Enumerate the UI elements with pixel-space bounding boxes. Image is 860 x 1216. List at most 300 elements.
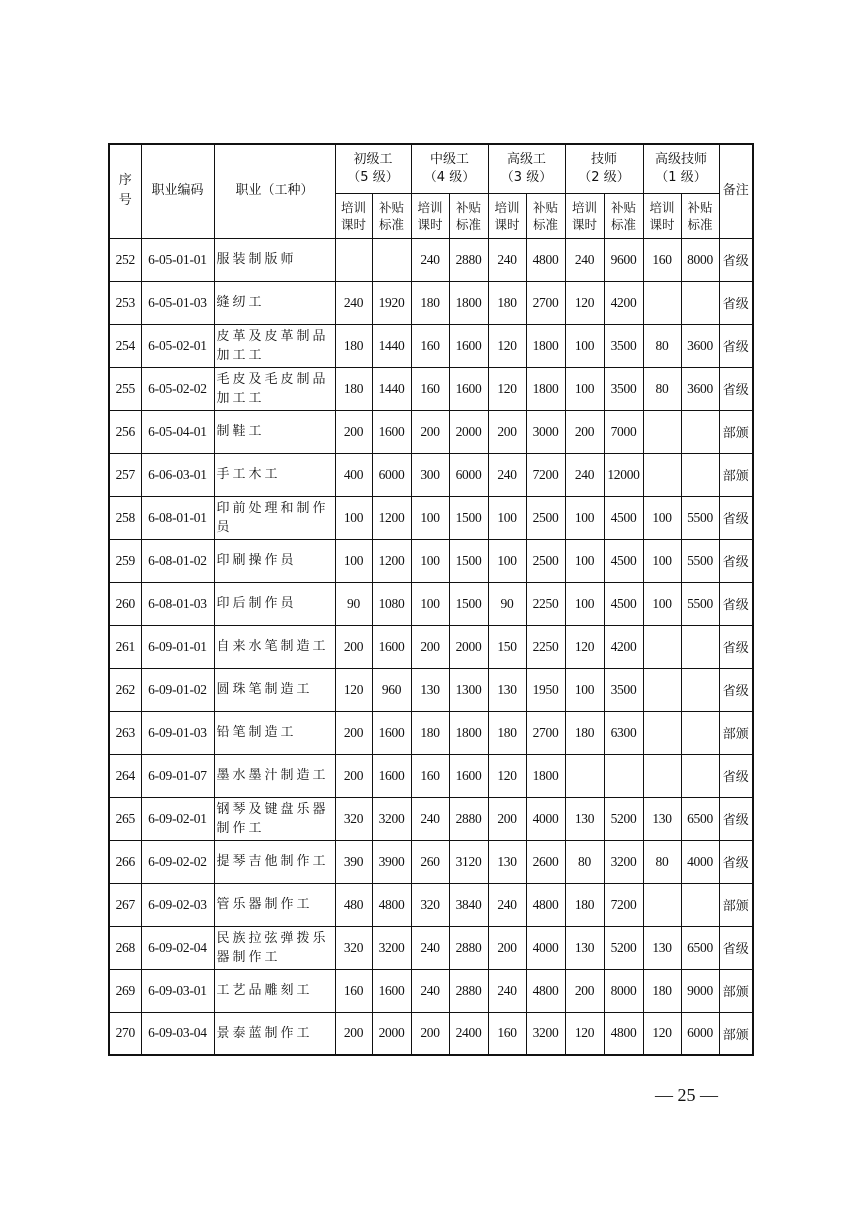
- cell-training-hours: 180: [335, 324, 372, 367]
- header-training-hours: [335, 193, 372, 238]
- cell-subsidy: 2880: [449, 926, 488, 969]
- cell-subsidy: 1440: [372, 324, 411, 367]
- cell-subsidy: 2700: [526, 281, 565, 324]
- cell-training-hours: 200: [488, 797, 526, 840]
- cell-subsidy: 2000: [449, 625, 488, 668]
- cell-subsidy: [681, 711, 719, 754]
- cell-subsidy: 7200: [526, 453, 565, 496]
- cell-training-hours: 240: [411, 969, 449, 1012]
- cell-training-hours: 120: [565, 1012, 604, 1055]
- cell-training-hours: 100: [411, 539, 449, 582]
- cell-subsidy: [681, 453, 719, 496]
- cell-occupation: 服装制版师: [214, 238, 335, 281]
- cell-subsidy: 6000: [449, 453, 488, 496]
- level-grade: （3 级）: [500, 169, 553, 185]
- cell-code: 6-05-04-01: [141, 410, 214, 453]
- cell-subsidy: 1440: [372, 367, 411, 410]
- cell-subsidy: 9000: [681, 969, 719, 1012]
- header-sub-label: 培训课时: [649, 199, 675, 232]
- cell-training-hours: 160: [411, 754, 449, 797]
- cell-subsidy: 1200: [372, 539, 411, 582]
- cell-seq: 268: [109, 926, 141, 969]
- cell-subsidy: [681, 625, 719, 668]
- cell-subsidy: 3600: [681, 324, 719, 367]
- table-row: [109, 539, 753, 582]
- cell-occupation: 毛皮及毛皮制品加工工: [214, 367, 335, 410]
- cell-seq: 255: [109, 367, 141, 410]
- cell-training-hours: 180: [488, 711, 526, 754]
- cell-subsidy: 2600: [526, 840, 565, 883]
- cell-subsidy: 6300: [604, 711, 643, 754]
- cell-note: 部颁: [719, 410, 753, 453]
- cell-occupation: 民族拉弦弹拨乐器制作工: [214, 926, 335, 969]
- cell-training-hours: 240: [335, 281, 372, 324]
- cell-code: 6-09-02-01: [141, 797, 214, 840]
- header-sub-label: 补贴标准: [532, 199, 558, 232]
- cell-training-hours: [643, 883, 681, 926]
- cell-training-hours: 240: [411, 797, 449, 840]
- table-row: [109, 840, 753, 883]
- cell-code: 6-05-01-01: [141, 238, 214, 281]
- cell-subsidy: 1500: [449, 496, 488, 539]
- cell-training-hours: 200: [488, 926, 526, 969]
- cell-subsidy: 8000: [681, 238, 719, 281]
- cell-seq: 258: [109, 496, 141, 539]
- cell-training-hours: 180: [488, 281, 526, 324]
- cell-subsidy: 1600: [372, 625, 411, 668]
- cell-subsidy: 3500: [604, 367, 643, 410]
- cell-code: 6-08-01-02: [141, 539, 214, 582]
- cell-training-hours: 80: [643, 367, 681, 410]
- header-subsidy-standard: [372, 193, 411, 238]
- cell-code: 6-09-03-04: [141, 1012, 214, 1055]
- cell-training-hours: 130: [565, 797, 604, 840]
- cell-note: 省级: [719, 539, 753, 582]
- table-row: [109, 1012, 753, 1055]
- cell-training-hours: 240: [411, 238, 449, 281]
- header-subsidy-standard: [604, 193, 643, 238]
- cell-subsidy: 2500: [526, 496, 565, 539]
- header-level: [411, 144, 488, 193]
- cell-training-hours: 130: [643, 797, 681, 840]
- table-row: [109, 582, 753, 625]
- cell-training-hours: 200: [565, 410, 604, 453]
- cell-subsidy: [681, 410, 719, 453]
- cell-note: 部颁: [719, 453, 753, 496]
- header-sub-label: 补贴标准: [378, 199, 404, 232]
- cell-subsidy: 2250: [526, 582, 565, 625]
- cell-occupation: 墨水墨汁制造工: [214, 754, 335, 797]
- cell-training-hours: 390: [335, 840, 372, 883]
- cell-subsidy: 6000: [372, 453, 411, 496]
- cell-code: 6-09-01-03: [141, 711, 214, 754]
- cell-training-hours: 100: [488, 539, 526, 582]
- cell-training-hours: 200: [488, 410, 526, 453]
- cell-subsidy: 2500: [526, 539, 565, 582]
- cell-training-hours: 180: [565, 711, 604, 754]
- cell-training-hours: 200: [411, 625, 449, 668]
- cell-training-hours: 90: [335, 582, 372, 625]
- cell-training-hours: [565, 754, 604, 797]
- cell-training-hours: 240: [411, 926, 449, 969]
- table-row: [109, 453, 753, 496]
- cell-code: 6-09-01-02: [141, 668, 214, 711]
- cell-training-hours: 100: [411, 496, 449, 539]
- cell-note: 省级: [719, 668, 753, 711]
- cell-training-hours: 240: [488, 883, 526, 926]
- cell-subsidy: 4800: [526, 969, 565, 1012]
- cell-subsidy: [681, 754, 719, 797]
- cell-subsidy: 1600: [372, 754, 411, 797]
- cell-subsidy: 2700: [526, 711, 565, 754]
- cell-training-hours: 130: [488, 668, 526, 711]
- cell-training-hours: 320: [335, 926, 372, 969]
- cell-subsidy: 1800: [449, 711, 488, 754]
- cell-training-hours: 200: [335, 711, 372, 754]
- cell-subsidy: 6500: [681, 926, 719, 969]
- header-training-hours: [488, 193, 526, 238]
- cell-training-hours: 120: [565, 625, 604, 668]
- cell-subsidy: 12000: [604, 453, 643, 496]
- cell-training-hours: [643, 410, 681, 453]
- cell-subsidy: 3200: [372, 926, 411, 969]
- table-row: [109, 969, 753, 1012]
- cell-occupation: 铅笔制造工: [214, 711, 335, 754]
- table-row: [109, 668, 753, 711]
- table-row: [109, 797, 753, 840]
- cell-note: 省级: [719, 625, 753, 668]
- table-row: [109, 281, 753, 324]
- cell-training-hours: 100: [565, 668, 604, 711]
- cell-occupation: 管乐器制作工: [214, 883, 335, 926]
- cell-note: 省级: [719, 281, 753, 324]
- cell-note: 省级: [719, 797, 753, 840]
- cell-subsidy: 1600: [449, 754, 488, 797]
- cell-subsidy: 1500: [449, 582, 488, 625]
- cell-training-hours: 160: [411, 367, 449, 410]
- cell-subsidy: 5500: [681, 496, 719, 539]
- cell-training-hours: 200: [335, 754, 372, 797]
- cell-subsidy: 4500: [604, 496, 643, 539]
- cell-subsidy: 1800: [526, 367, 565, 410]
- cell-occupation: 制鞋工: [214, 410, 335, 453]
- cell-note: 省级: [719, 926, 753, 969]
- cell-training-hours: 320: [335, 797, 372, 840]
- cell-subsidy: 2000: [372, 1012, 411, 1055]
- cell-subsidy: 2880: [449, 969, 488, 1012]
- header-seq-label: 序号: [118, 173, 132, 209]
- cell-seq: 264: [109, 754, 141, 797]
- table-body: [109, 238, 753, 1055]
- cell-occupation: 钢琴及键盘乐器制作工: [214, 797, 335, 840]
- cell-seq: 263: [109, 711, 141, 754]
- cell-subsidy: 3500: [604, 668, 643, 711]
- cell-subsidy: 2250: [526, 625, 565, 668]
- cell-note: 省级: [719, 496, 753, 539]
- cell-training-hours: 150: [488, 625, 526, 668]
- cell-code: 6-09-01-07: [141, 754, 214, 797]
- cell-occupation: 圆珠笔制造工: [214, 668, 335, 711]
- cell-seq: 267: [109, 883, 141, 926]
- cell-subsidy: 9600: [604, 238, 643, 281]
- cell-occupation: 印前处理和制作员: [214, 496, 335, 539]
- cell-training-hours: [643, 711, 681, 754]
- table-row: [109, 410, 753, 453]
- cell-subsidy: 3200: [604, 840, 643, 883]
- cell-seq: 252: [109, 238, 141, 281]
- cell-subsidy: [681, 668, 719, 711]
- cell-training-hours: [643, 625, 681, 668]
- cell-training-hours: 130: [565, 926, 604, 969]
- cell-code: 6-09-01-01: [141, 625, 214, 668]
- cell-subsidy: 4500: [604, 582, 643, 625]
- cell-subsidy: 3840: [449, 883, 488, 926]
- header-level: [335, 144, 411, 193]
- cell-subsidy: 4200: [604, 625, 643, 668]
- cell-subsidy: 2880: [449, 797, 488, 840]
- cell-occupation: 工艺品雕刻工: [214, 969, 335, 1012]
- cell-training-hours: [643, 668, 681, 711]
- table-header: [109, 144, 753, 238]
- header-sub-label: 培训课时: [340, 199, 366, 232]
- cell-training-hours: 320: [411, 883, 449, 926]
- cell-subsidy: 2880: [449, 238, 488, 281]
- cell-training-hours: 100: [411, 582, 449, 625]
- cell-training-hours: 120: [488, 324, 526, 367]
- header-note: 备注: [719, 144, 753, 238]
- cell-subsidy: 1600: [372, 711, 411, 754]
- cell-training-hours: 100: [643, 582, 681, 625]
- cell-subsidy: [681, 281, 719, 324]
- header-level: [643, 144, 719, 193]
- cell-training-hours: 400: [335, 453, 372, 496]
- cell-code: 6-05-01-03: [141, 281, 214, 324]
- cell-subsidy: 1600: [372, 969, 411, 1012]
- cell-seq: 254: [109, 324, 141, 367]
- cell-code: 6-05-02-02: [141, 367, 214, 410]
- cell-subsidy: 1600: [372, 410, 411, 453]
- cell-seq: 256: [109, 410, 141, 453]
- cell-training-hours: 100: [488, 496, 526, 539]
- header-sub-label: 培训课时: [571, 199, 597, 232]
- cell-training-hours: 100: [565, 582, 604, 625]
- cell-training-hours: 200: [411, 410, 449, 453]
- cell-training-hours: 120: [643, 1012, 681, 1055]
- header-sub-label: 补贴标准: [687, 199, 713, 232]
- cell-note: 部颁: [719, 883, 753, 926]
- cell-note: 部颁: [719, 1012, 753, 1055]
- cell-training-hours: 160: [411, 324, 449, 367]
- cell-subsidy: 3900: [372, 840, 411, 883]
- table-row: [109, 367, 753, 410]
- cell-note: 省级: [719, 754, 753, 797]
- cell-subsidy: 1080: [372, 582, 411, 625]
- table-row: [109, 496, 753, 539]
- table-row: [109, 754, 753, 797]
- cell-seq: 259: [109, 539, 141, 582]
- cell-subsidy: 1200: [372, 496, 411, 539]
- cell-subsidy: 4000: [681, 840, 719, 883]
- cell-occupation: 提琴吉他制作工: [214, 840, 335, 883]
- cell-code: 6-08-01-01: [141, 496, 214, 539]
- cell-subsidy: 1500: [449, 539, 488, 582]
- cell-subsidy: 5200: [604, 797, 643, 840]
- cell-training-hours: 200: [335, 410, 372, 453]
- cell-training-hours: [643, 754, 681, 797]
- header-level: [565, 144, 643, 193]
- cell-training-hours: [643, 453, 681, 496]
- cell-training-hours: 160: [643, 238, 681, 281]
- header-sub-label: 补贴标准: [610, 199, 636, 232]
- cell-note: 省级: [719, 367, 753, 410]
- level-grade: （4 级）: [423, 169, 476, 185]
- level-grade: （5 级）: [347, 169, 399, 185]
- cell-training-hours: 300: [411, 453, 449, 496]
- cell-training-hours: [335, 238, 372, 281]
- level-name: 中级工: [429, 151, 469, 167]
- header-training-hours: [643, 193, 681, 238]
- cell-subsidy: 4800: [526, 883, 565, 926]
- cell-subsidy: [372, 238, 411, 281]
- cell-training-hours: 90: [488, 582, 526, 625]
- cell-seq: 265: [109, 797, 141, 840]
- cell-subsidy: 5500: [681, 539, 719, 582]
- header-sub-label: 培训课时: [417, 199, 443, 232]
- table-row: [109, 238, 753, 281]
- cell-seq: 260: [109, 582, 141, 625]
- cell-subsidy: 1920: [372, 281, 411, 324]
- header-level: [488, 144, 565, 193]
- cell-note: 省级: [719, 238, 753, 281]
- cell-subsidy: 8000: [604, 969, 643, 1012]
- cell-code: 6-09-02-04: [141, 926, 214, 969]
- cell-subsidy: 6000: [681, 1012, 719, 1055]
- cell-training-hours: 80: [643, 324, 681, 367]
- cell-seq: 269: [109, 969, 141, 1012]
- cell-code: 6-06-03-01: [141, 453, 214, 496]
- cell-note: 省级: [719, 582, 753, 625]
- level-name: 高级工: [506, 151, 546, 167]
- cell-subsidy: 1800: [526, 754, 565, 797]
- cell-seq: 262: [109, 668, 141, 711]
- cell-subsidy: 1600: [449, 367, 488, 410]
- cell-training-hours: 120: [488, 367, 526, 410]
- cell-training-hours: 100: [565, 496, 604, 539]
- cell-training-hours: 180: [565, 883, 604, 926]
- cell-occupation: 缝纫工: [214, 281, 335, 324]
- table-row: [109, 926, 753, 969]
- cell-seq: 270: [109, 1012, 141, 1055]
- cell-training-hours: 200: [335, 1012, 372, 1055]
- cell-subsidy: 5200: [604, 926, 643, 969]
- cell-occupation: 印刷操作员: [214, 539, 335, 582]
- cell-training-hours: 130: [488, 840, 526, 883]
- cell-subsidy: 3120: [449, 840, 488, 883]
- cell-training-hours: 240: [565, 238, 604, 281]
- cell-note: 省级: [719, 840, 753, 883]
- level-name: 技师: [590, 151, 617, 167]
- cell-subsidy: 1950: [526, 668, 565, 711]
- cell-subsidy: 1800: [526, 324, 565, 367]
- page-number: — 25 —: [655, 1085, 718, 1105]
- cell-subsidy: 6500: [681, 797, 719, 840]
- header-sub-label: 补贴标准: [455, 199, 481, 232]
- cell-subsidy: 3200: [372, 797, 411, 840]
- cell-subsidy: 960: [372, 668, 411, 711]
- cell-seq: 266: [109, 840, 141, 883]
- cell-occupation: 手工木工: [214, 453, 335, 496]
- cell-code: 6-09-03-01: [141, 969, 214, 1012]
- cell-subsidy: 4800: [526, 238, 565, 281]
- cell-training-hours: 200: [411, 1012, 449, 1055]
- cell-training-hours: 80: [643, 840, 681, 883]
- table-row: [109, 324, 753, 367]
- cell-training-hours: 130: [411, 668, 449, 711]
- level-grade: （1 级）: [655, 169, 707, 185]
- cell-note: 部颁: [719, 711, 753, 754]
- cell-subsidy: 3500: [604, 324, 643, 367]
- training-subsidy-table: [108, 143, 754, 1056]
- header-training-hours: [411, 193, 449, 238]
- cell-subsidy: 1300: [449, 668, 488, 711]
- level-name: 高级技师: [654, 151, 707, 167]
- cell-training-hours: 240: [488, 238, 526, 281]
- cell-training-hours: 240: [488, 969, 526, 1012]
- cell-subsidy: 7200: [604, 883, 643, 926]
- header-subsidy-standard: [526, 193, 565, 238]
- cell-training-hours: 240: [565, 453, 604, 496]
- cell-occupation: 景泰蓝制作工: [214, 1012, 335, 1055]
- cell-training-hours: 100: [335, 496, 372, 539]
- cell-training-hours: 480: [335, 883, 372, 926]
- cell-note: 省级: [719, 324, 753, 367]
- cell-subsidy: 7000: [604, 410, 643, 453]
- cell-subsidy: 2000: [449, 410, 488, 453]
- cell-subsidy: 2400: [449, 1012, 488, 1055]
- cell-training-hours: 80: [565, 840, 604, 883]
- cell-training-hours: 180: [411, 281, 449, 324]
- cell-occupation: 印后制作员: [214, 582, 335, 625]
- header-subsidy-standard: [449, 193, 488, 238]
- table-row: [109, 625, 753, 668]
- cell-seq: 253: [109, 281, 141, 324]
- cell-subsidy: 4000: [526, 926, 565, 969]
- cell-code: 6-08-01-03: [141, 582, 214, 625]
- cell-code: 6-09-02-03: [141, 883, 214, 926]
- cell-subsidy: 1800: [449, 281, 488, 324]
- cell-code: 6-05-02-01: [141, 324, 214, 367]
- header-subsidy-standard: [681, 193, 719, 238]
- cell-training-hours: 100: [335, 539, 372, 582]
- cell-training-hours: 100: [643, 539, 681, 582]
- cell-training-hours: 120: [565, 281, 604, 324]
- cell-subsidy: [604, 754, 643, 797]
- cell-training-hours: 100: [565, 367, 604, 410]
- header-training-hours: [565, 193, 604, 238]
- cell-training-hours: 160: [488, 1012, 526, 1055]
- header-code: 职业编码: [141, 144, 214, 238]
- cell-seq: 261: [109, 625, 141, 668]
- cell-training-hours: 180: [411, 711, 449, 754]
- cell-training-hours: 160: [335, 969, 372, 1012]
- cell-note: 部颁: [719, 969, 753, 1012]
- cell-occupation: 皮革及皮革制品加工工: [214, 324, 335, 367]
- cell-seq: 257: [109, 453, 141, 496]
- header-sub-label: 培训课时: [494, 199, 520, 232]
- table-row: [109, 711, 753, 754]
- cell-training-hours: 260: [411, 840, 449, 883]
- header-occupation: 职业（工种）: [214, 144, 335, 238]
